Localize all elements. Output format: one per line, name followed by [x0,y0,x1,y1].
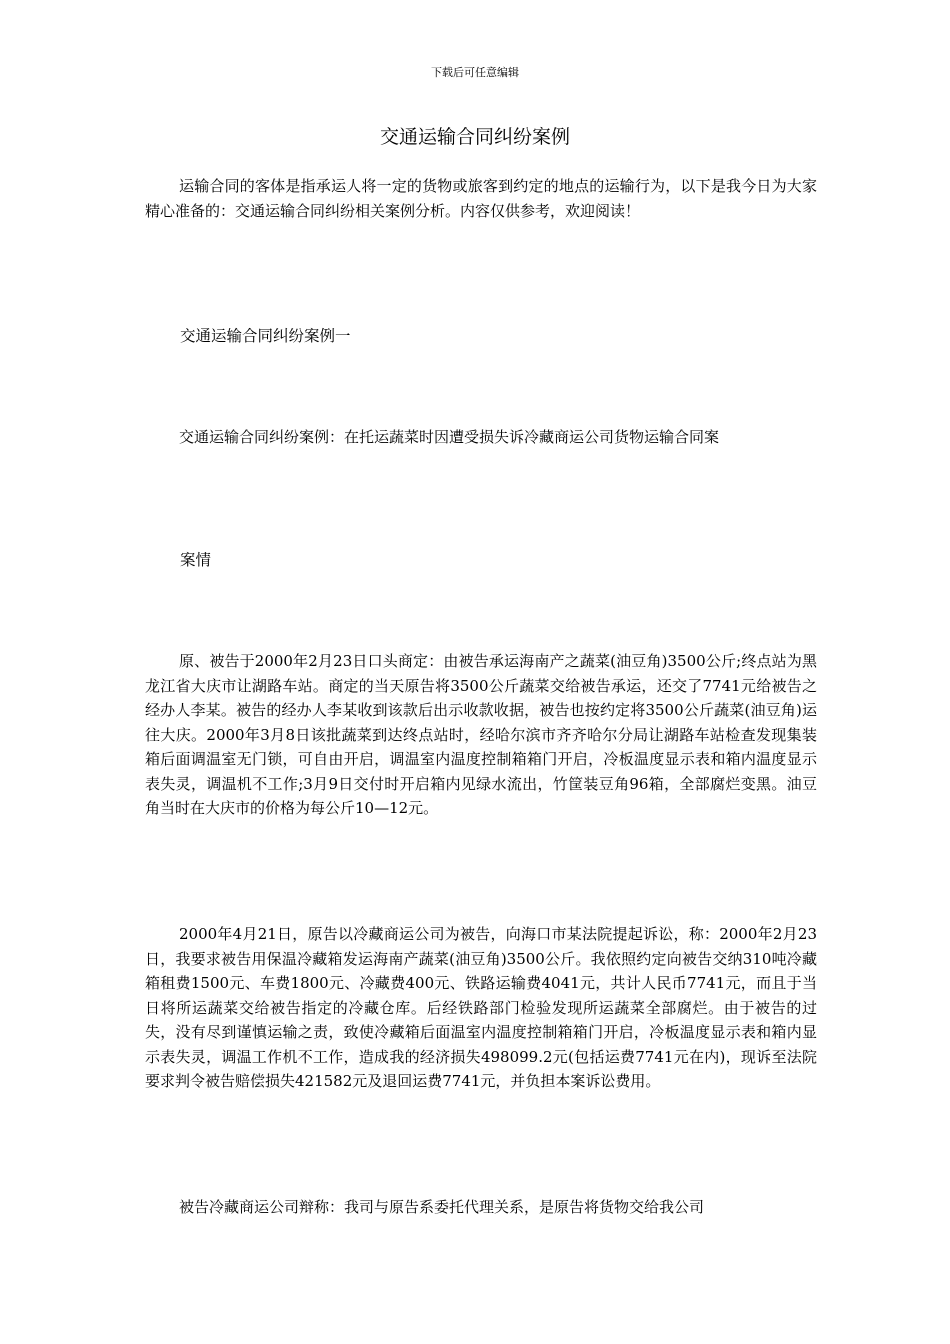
facts-heading: 案情 [180,551,212,569]
intro-paragraph: 运输合同的客体是指承运人将一定的货物或旅客到约定的地点的运输行为，以下是我今日为大家精心准备的：交通运输合同纠纷相关案例分析。内容仅供参考，欢迎阅读！ [145,177,817,220]
section-heading: 交通运输合同纠纷案例一 [180,327,351,345]
case-title-paragraph: 交通运输合同纠纷案例：在托运蔬菜时因遭受损失诉冷藏商运公司货物运输合同案 [179,428,720,446]
defense-paragraph: 被告冷藏商运公司辩称：我司与原告系委托代理关系，是原告将货物交给我公司 [179,1198,705,1216]
header-note: 下载后可任意编辑 [431,66,519,79]
facts-paragraph: 原、被告于2000年2月23日口头商定：由被告承运海南产之蔬菜(油豆角)3500公斤;终点站为黑龙江省大庆市让湖路车站。商定的当天原告将3500公斤蔬菜交给被告承运，还交了7741元给被告之经办人李某。被告的经办人李某收到该款后出示收款收据，被告也按约定将3500公斤蔬菜(油豆角)运往大庆。2000年3月8日该批蔬菜到达终点站时，经哈尔滨市齐齐哈尔分局让湖路车站检查发现集装箱后面调温室无门锁，可自由开启，调温室内温度控制箱箱门开启，冷板温度显示表和箱内温度显示表失灵，调温机不工作;3月9日交付时开启箱内见绿水流出，竹筐装豆角96箱，全部腐烂变黑。油豆角当时在大庆市的价格为每公斤10—12元。 [145,652,817,817]
claim-paragraph: 2000年4月21日，原告以冷藏商运公司为被告，向海口市某法院提起诉讼，称：2000年2月23日，我要求被告用保温冷藏箱发运海南产蔬菜(油豆角)3500公斤。我依照约定向被告交纳310吨冷藏箱租费1500元、车费1800元、冷藏费400元、铁路运输费4041元，共计人民币7741元，而且于当日将所运蔬菜交给被告指定的冷藏仓库。后经铁路部门检验发现所运蔬菜全部腐烂。由于被告的过失，没有尽到谨慎运输之责，致使冷藏箱后面温室内温度控制箱箱门开启，冷板温度显示表和箱内显示表失灵，调温工作机不工作，造成我的经济损失498099.2元(包括运费7741元在内)，现诉至法院要求判令被告赔偿损失421582元及退回运费7741元，并负担本案诉讼费用。 [145,925,817,1090]
document-title: 交通运输合同纠纷案例 [379,126,570,148]
